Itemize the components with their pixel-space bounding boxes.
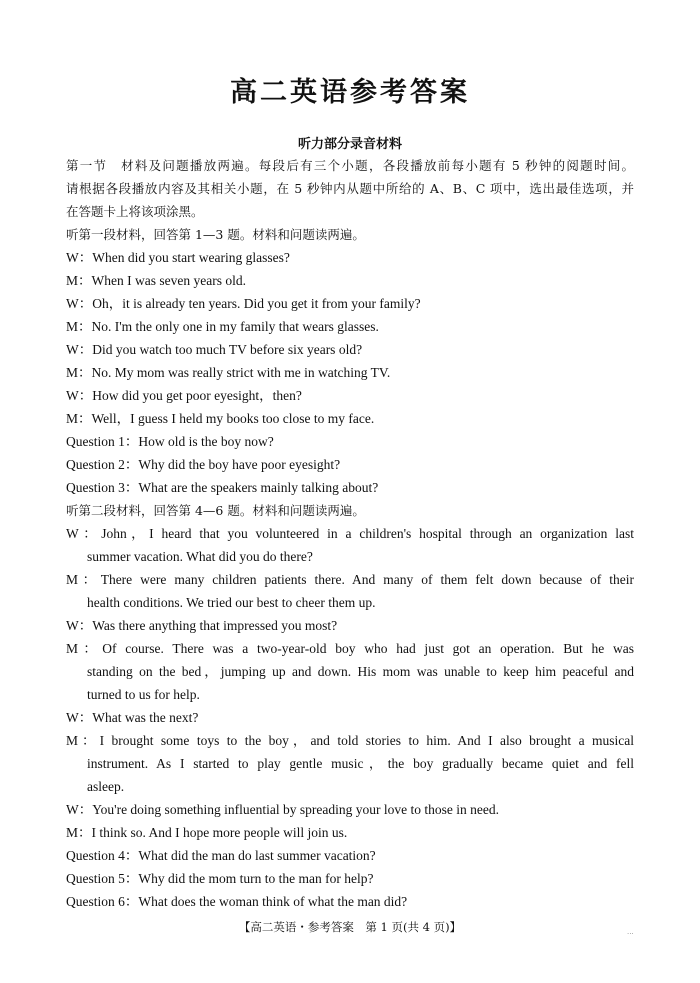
dialogue-line-continued: standing on the bed，jumping up and down. His mom was unable to keep him peaceful and xyxy=(87,664,634,679)
dialogue-line: W：How did you get poor eyesight，then? xyxy=(66,388,302,403)
dialogue-line: W：Was there anything that impressed you most? xyxy=(66,618,338,633)
dialogue-line: W：What was the next? xyxy=(66,710,199,725)
page-title: 高二英语参考答案 xyxy=(230,77,470,108)
section-heading: 听第一段材料，回答第 1—3 题。材料和问题读两遍。 xyxy=(66,227,365,242)
question-line: Question 1：How old is the boy now? xyxy=(66,434,274,449)
page-footer: 【高二英语・参考答案 第 1 页(共 4 页)】 xyxy=(238,920,462,934)
question-line: Question 4：What did the man do last summer vacation? xyxy=(66,848,376,863)
intro-line: 请根据各段播放内容及其相关小题，在 5 秒钟内从题中所给的 A、B、C 项中，选出最佳选项，并 xyxy=(66,181,634,196)
dialogue-line: M：Well，I guess I held my books too close to my face. xyxy=(66,411,375,426)
section-heading: 听第二段材料，回答第 4—6 题。材料和问题读两遍。 xyxy=(66,503,365,518)
dialogue-line: W：Oh，it is already ten years. Did you get it from your family? xyxy=(66,296,421,311)
dialogue-line: M：I brought some toys to the boy，and told stories to him. And I also brought a musical xyxy=(66,733,634,748)
dialogue-line-continued: turned to us for help. xyxy=(87,687,200,702)
dialogue-line: M：There were many children patients there. And many of them felt down because of their xyxy=(66,572,634,587)
dialogue-line: W：John，I heard that you volunteered in a children's hospital through an organization last xyxy=(66,526,634,541)
dialogue-line: W：When did you start wearing glasses? xyxy=(66,250,290,265)
dialogue-line: M：No. I'm the only one in my family that wears glasses. xyxy=(66,319,379,334)
question-line: Question 5：Why did the mom turn to the man for help? xyxy=(66,871,374,886)
intro-line: 在答题卡上将该项涂黑。 xyxy=(66,204,204,219)
question-line: Question 6：What does the woman think of what the man did? xyxy=(66,894,408,909)
dialogue-line: M：Of course. There was a two-year-old boy who had just got an operation. But he was xyxy=(66,641,634,656)
dialogue-line: M：When I was seven years old. xyxy=(66,273,246,288)
question-line: Question 3：What are the speakers mainly talking about? xyxy=(66,480,379,495)
dialogue-line: W：Did you watch too much TV before six years old? xyxy=(66,342,363,357)
section-subtitle: 听力部分录音材料 xyxy=(297,137,402,152)
transcript-body xyxy=(66,154,634,913)
corner-mark: ... xyxy=(627,928,634,936)
dialogue-line: M：No. My mom was really strict with me in watching TV. xyxy=(66,365,391,380)
dialogue-line-continued: instrument. As I started to play gentle music，the boy gradually became quiet and fell xyxy=(87,756,634,771)
dialogue-line-continued: health conditions. We tried our best to cheer them up. xyxy=(87,595,376,610)
dialogue-line: W：You're doing something influential by spreading your love to those in need. xyxy=(66,802,499,817)
intro-line: 第一节 材料及问题播放两遍。每段后有三个小题，各段播放前每小题有 5 秒钟的阅题时间。 xyxy=(66,158,634,173)
question-line: Question 2：Why did the boy have poor eyesight? xyxy=(66,457,341,472)
dialogue-line-continued: asleep. xyxy=(87,779,125,794)
dialogue-line-continued: summer vacation. What did you do there? xyxy=(87,549,313,564)
dialogue-line: M：I think so. And I hope more people will join us. xyxy=(66,825,348,840)
